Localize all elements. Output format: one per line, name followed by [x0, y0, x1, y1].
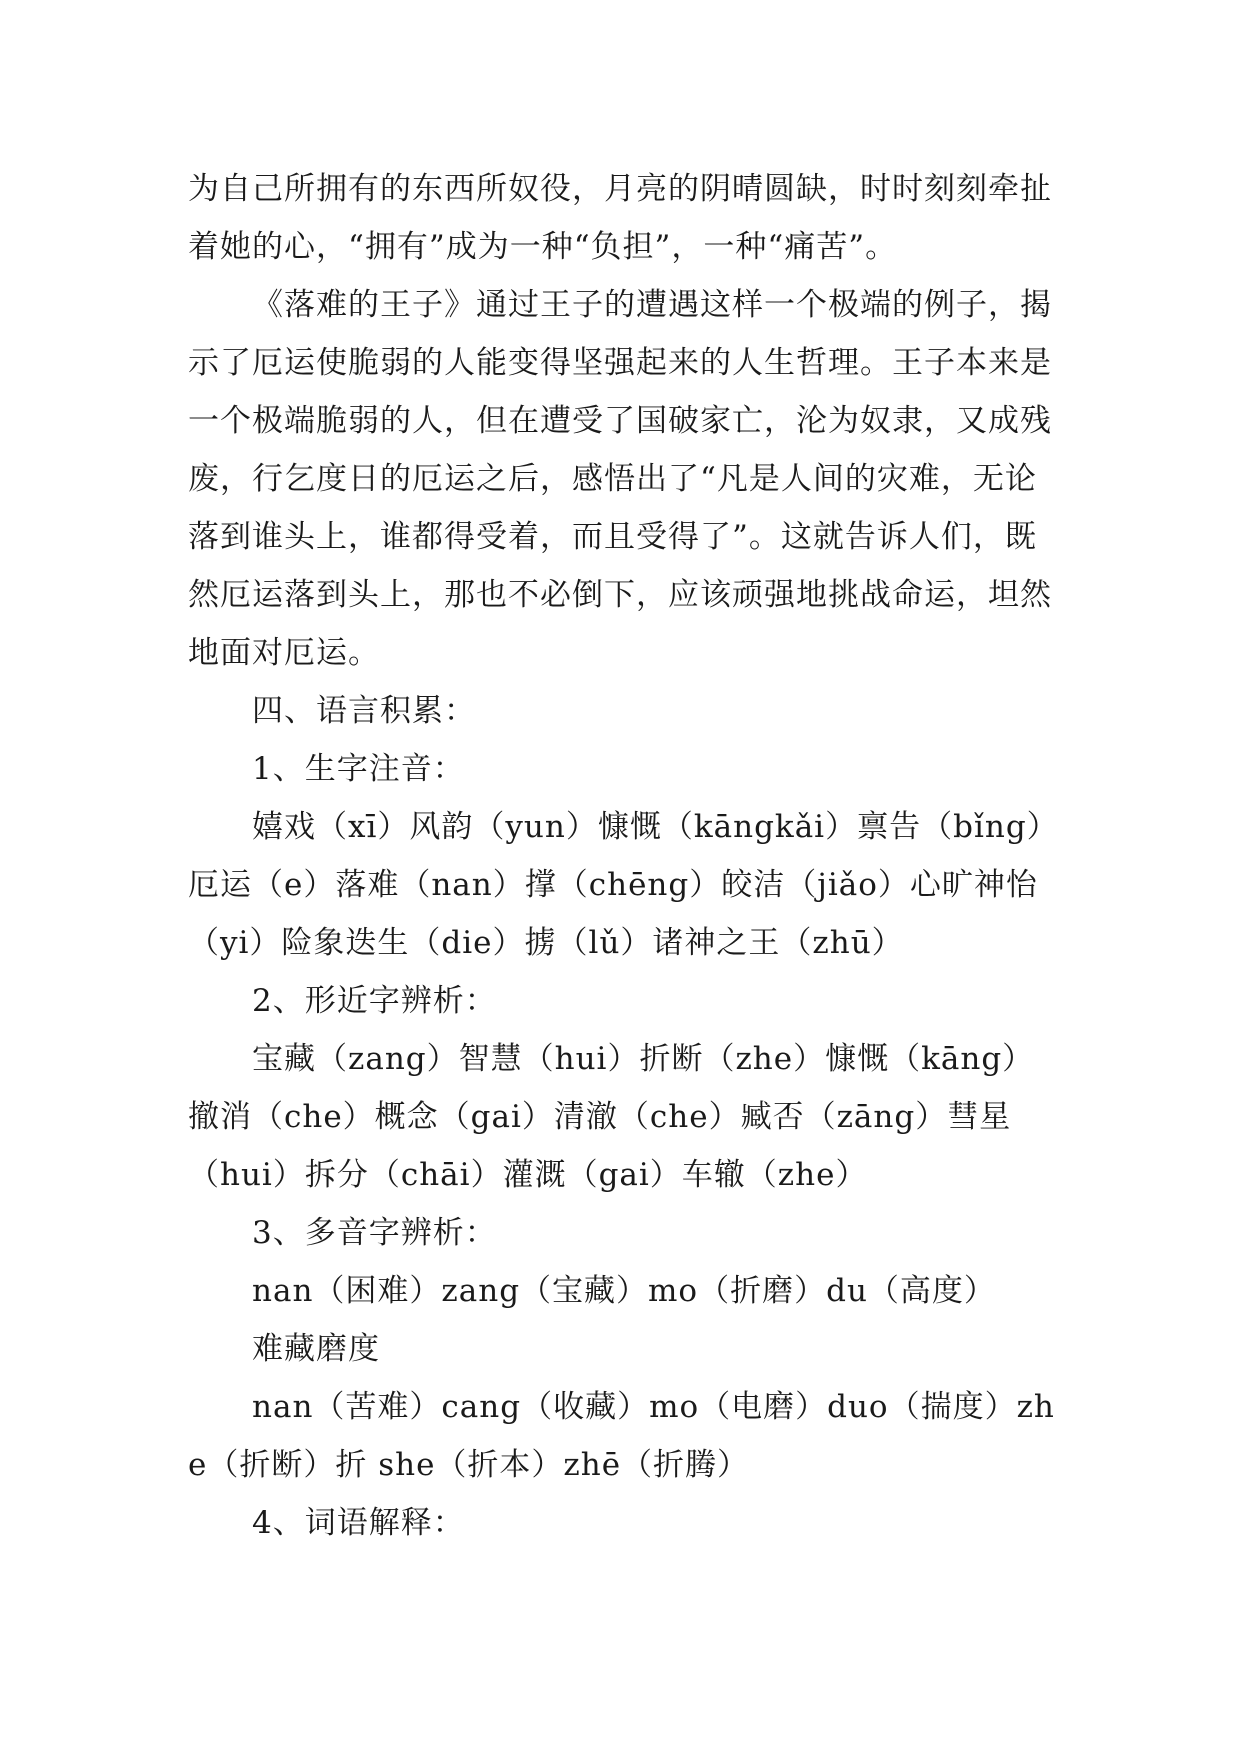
subheading-pronunciation: 1、生字注音：: [252, 751, 465, 787]
paragraph-polyphonic-line-2: 难藏磨度: [252, 1331, 380, 1367]
paragraph-analysis: 《落难的王子》通过王子的遭遇这样一个极端的例子，揭示了厄运使脆弱的人能变得坚强起来的人生哲理。王子本来是一个极端脆弱的人，但在遭受了国破家亡，沦为奴隶，又成残废，行乞度日的厄运之后，感悟出了“凡是人间的灾难，无论落到谁头上，谁都得受着，而且受得了”。这就告诉人们，既然厄运落到头上，那也不必倒下，应该顽强地挑战命运，坦然地面对厄运。: [188, 287, 1052, 671]
paragraph-polyphonic-line-3: nan（苦难）cang（收藏）mo（电磨）duo（揣度）zhe（折断）折 she（折本）zhē（折腾）: [188, 1389, 1055, 1483]
paragraph-similar-characters-list: 宝藏（zang）智慧（hui）折断（zhe）慷慨（kāng）撤消（che）概念（gai）清澈（che）臧否（zāng）彗星（hui）拆分（chāi）灌溉（gai）车辙（zhe）: [188, 1041, 1035, 1193]
subheading-similar-characters: 2、形近字辨析：: [252, 983, 497, 1019]
paragraph-pronunciation-list: 嬉戏（xī）风韵（yun）慷慨（kāngkǎi）禀告（bǐng）厄运（e）落难（nan）撑（chēng）皎洁（jiǎo）心旷神怡（yi）险象迭生（die）掳（lǔ）诸神之王（zhū）: [188, 809, 1044, 961]
subheading-polyphonic-characters: 3、多音字辨析：: [252, 1215, 497, 1251]
paragraph-continued-text: 为自己所拥有的东西所奴役，月亮的阴晴圆缺，时时刻刻牵扯着她的心，“拥有”成为一种“负担”，一种“痛苦”。: [188, 171, 1052, 265]
document-body: [188, 160, 1058, 1552]
section-heading-language-accumulation: 四、语言积累：: [252, 693, 476, 729]
subheading-word-explanation: 4、词语解释：: [252, 1505, 465, 1541]
paragraph-polyphonic-line-1: nan（困难）zang（宝藏）mo（折磨）du（高度）: [252, 1273, 996, 1309]
